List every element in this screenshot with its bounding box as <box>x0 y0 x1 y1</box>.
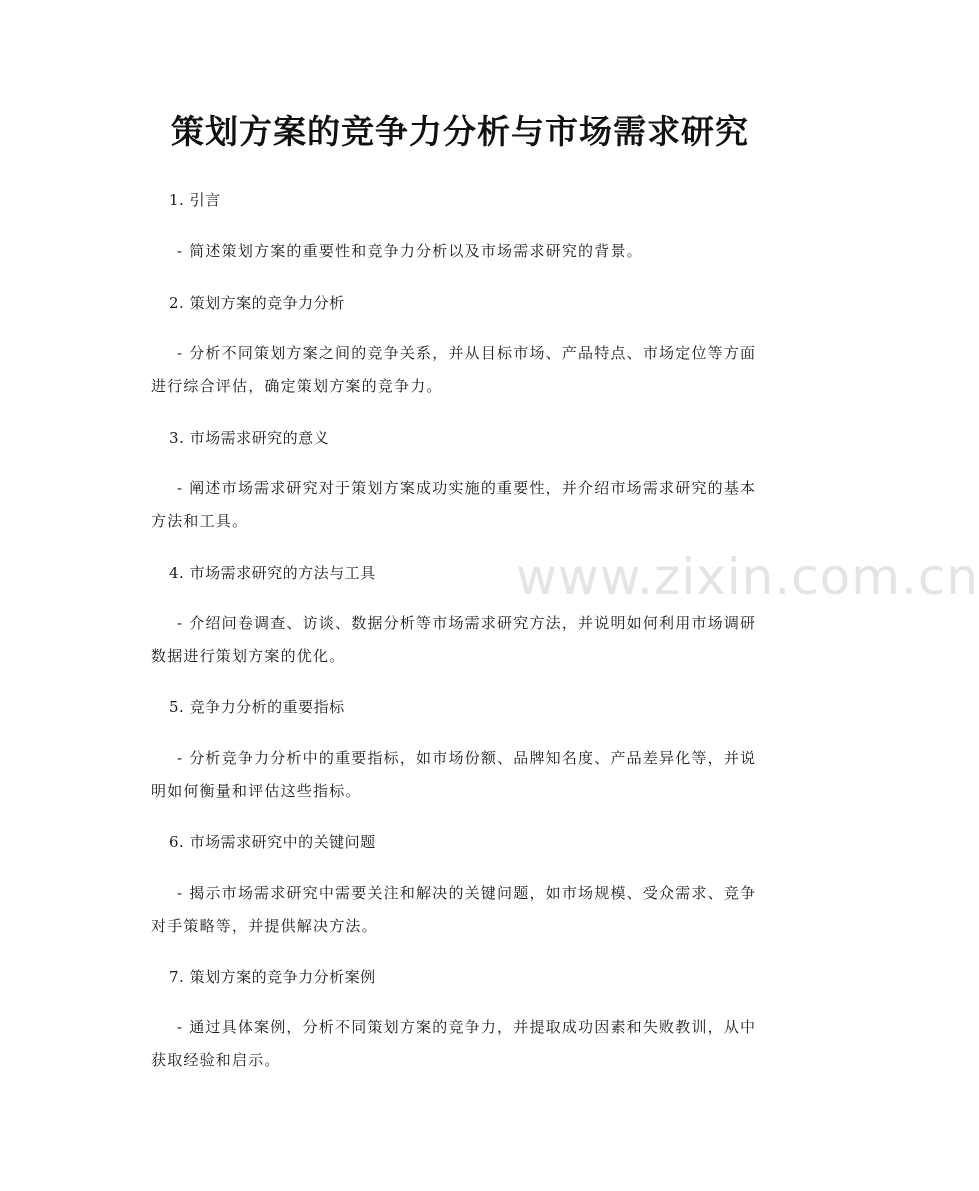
section-7-body: - 通过具体案例，分析不同策划方案的竞争力，并提取成功因素和失败教训，从中获取经验和启示。 <box>151 1018 757 1069</box>
section-3-heading: 3. 市场需求研究的意义 <box>169 429 330 447</box>
section-5-body: - 分析竞争力分析中的重要指标，如市场份额、品牌知名度、产品差异化等，并说明如何衡量和评估这些指标。 <box>151 749 757 800</box>
section-3-body: - 阐述市场需求研究对于策划方案成功实施的重要性，并介绍市场需求研究的基本方法和工具。 <box>151 479 757 530</box>
section-6-body: - 揭示市场需求研究中需要关注和解决的关键问题，如市场规模、受众需求、竞争对手策略等，并提供解决方法。 <box>151 884 757 935</box>
section-2-body: - 分析不同策划方案之间的竞争关系，并从目标市场、产品特点、市场定位等方面进行综合评估，确定策划方案的竞争力。 <box>151 344 757 395</box>
section-1-body: - 简述策划方案的重要性和竞争力分析以及市场需求研究的背景。 <box>177 242 643 260</box>
section-1-heading: 1. 引言 <box>169 191 221 209</box>
section-6-heading: 6. 市场需求研究中的关键问题 <box>169 833 376 851</box>
section-4-heading: 4. 市场需求研究的方法与工具 <box>169 564 376 582</box>
watermark: www.zixin.com.cn <box>516 548 979 606</box>
section-4-body: - 介绍问卷调查、访谈、数据分析等市场需求研究方法，并说明如何利用市场调研数据进行策划方案的优化。 <box>151 614 757 665</box>
section-2-heading: 2. 策划方案的竞争力分析 <box>169 294 345 312</box>
document-title: 策划方案的竞争力分析与市场需求研究 <box>171 112 749 151</box>
section-5-heading: 5. 竞争力分析的重要指标 <box>169 698 345 716</box>
section-7-heading: 7. 策划方案的竞争力分析案例 <box>169 968 376 986</box>
